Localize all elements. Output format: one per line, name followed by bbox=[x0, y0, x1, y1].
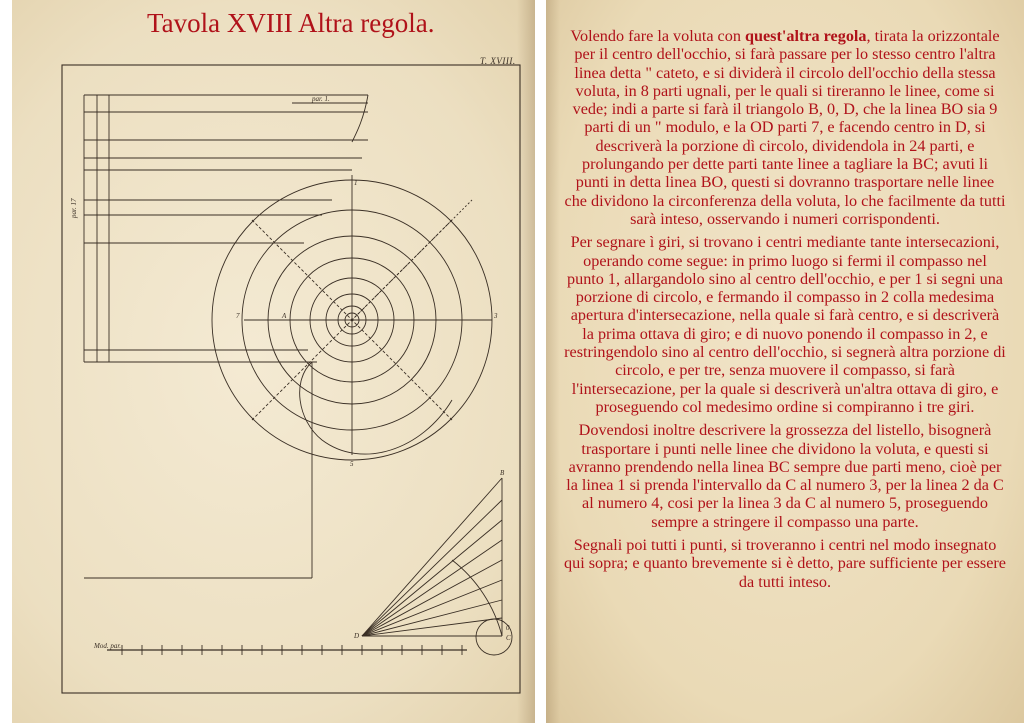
left-page bbox=[12, 0, 535, 723]
diagonal-axis bbox=[352, 200, 472, 320]
plate-border bbox=[62, 65, 520, 693]
paragraph-2: Per segnare ì giri, si trovano i centri mediante tante intersecazioni, operando come segue: in primo luogo si fermi il compasso nel punto 1, allargandolo sino al centro dell'occhio, e per 1 si segni una porzione di circolo, e fermando il compasso in 2 colla medesima apertura d'intersecazione, nella quale si farà centro, e si descriverà la prima ottava di giro; e di nuovo ponendo il compasso in 2, e restringendolo sino al centro dell'occhio, si segnerà altra porzione di circolo, e per tre, senza muovere il compasso, si farà l'intersecazione, per la quale si descriverà un'altra ottava di giro, e proseguendo col medesimo ordine si compiranno i tre giri. bbox=[564, 233, 1006, 416]
paragraph-1-bold: quest'altra regola bbox=[744, 27, 867, 45]
volute-plate-drawing bbox=[12, 0, 535, 723]
triangle-ray bbox=[362, 600, 502, 636]
abacus-curve bbox=[352, 95, 368, 142]
label-zero: 0 bbox=[506, 624, 510, 632]
triangle-arc bbox=[452, 560, 502, 636]
label-a: A bbox=[282, 312, 287, 320]
triangle-ray bbox=[362, 500, 502, 636]
label-one: 1 bbox=[354, 179, 358, 187]
label-b: B bbox=[500, 469, 505, 477]
label-par-side: par. 17 bbox=[70, 198, 78, 218]
paragraph-1-start: Volendo fare la voluta con bbox=[570, 27, 745, 45]
right-page bbox=[546, 0, 1024, 723]
label-c: C bbox=[506, 634, 511, 642]
paragraph-1 bbox=[564, 27, 1006, 228]
scale-label: Mod. par. bbox=[94, 642, 122, 650]
plate-label: T. XVIII. bbox=[480, 56, 516, 66]
triangle-ray bbox=[362, 520, 502, 636]
label-par: par. 1. bbox=[312, 95, 330, 103]
volute-spiral bbox=[300, 362, 452, 454]
triangle-side-bd bbox=[362, 478, 502, 636]
label-seven: 7 bbox=[236, 312, 240, 320]
gutter-shadow bbox=[546, 0, 560, 723]
label-d: D bbox=[354, 632, 360, 640]
paragraph-3: Dovendosi inoltre descrivere la grossezza del listello, bisognerà trasportare i punti nelle linee che dividono la voluta, e questi si avranno prendendo nella linea BC sempre due parti meno, cioè per la linea 1 si prenda l'intervallo da C al numero 3, per la linea 2 da C al numero 4, cosi per la linea 3 da C al numero 5, proseguendo sempre a stringere il compasso una parte. bbox=[566, 421, 1004, 531]
triangle-ray bbox=[362, 618, 502, 636]
label-three: 3 bbox=[494, 312, 498, 320]
body-text bbox=[564, 27, 1006, 596]
page-title: Tavola XVIII Altra regola. bbox=[147, 8, 435, 38]
label-five: 5 bbox=[350, 460, 354, 468]
paragraph-1-rest: , tirata la orizzontale per il centro dell'occhio, si farà passare per lo stesso centro l'altra linea detta " cateto, e si dividerà il circolo dell'occhio della stessa voluta, in 8 parti ugnali, per le quali si tireranno le linee, come si vede; indi a parte si farà il triangolo B, 0, D, che la linea BO sia 9 parti di un " modulo, e la OD parti 7, e facendo centro in D, si descriverà la porzione dì circolo, dividendola in 24 parti, e prolungando per dette parti tante linee a tagliare la BC; avuti li punti in detta linea BO, questi si dovranno trasportare nelle linee che dividono la circonferenza della voluta, lo che facilmente da tutti sarà inteso, osservando i numeri corrispondenti. bbox=[564, 27, 1006, 228]
paragraph-4: Segnali poi tutti i punti, si troveranno i centri nel modo insegnato qui sopra; e quanto brevemente si è detto, pare sufficiente per essere da tutti inteso. bbox=[564, 536, 1006, 591]
